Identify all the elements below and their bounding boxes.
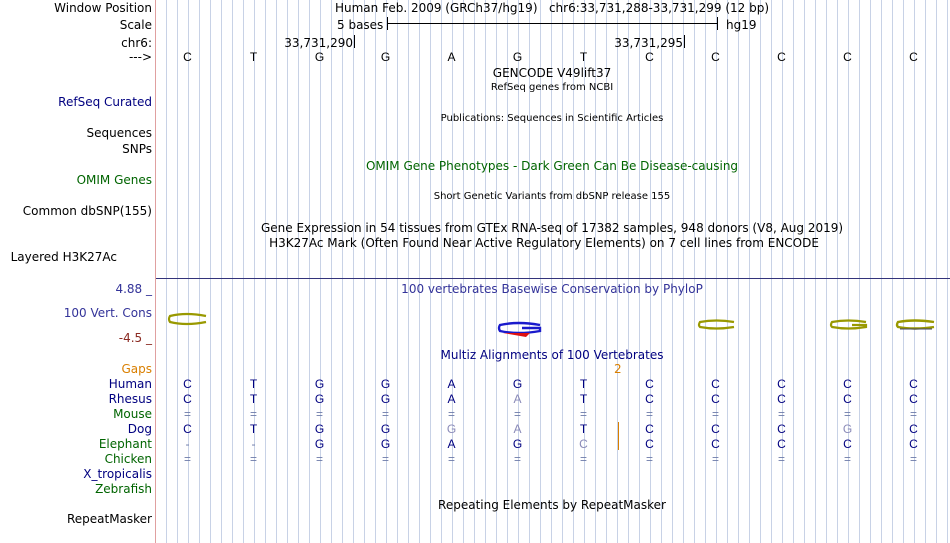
alignment-base: G <box>314 377 325 391</box>
sequence-base: C <box>777 50 786 64</box>
logo-g-6 <box>499 323 540 337</box>
alignment-base: C <box>183 422 192 436</box>
sequence-base: A <box>447 50 456 64</box>
alignment-base: G <box>842 422 853 436</box>
alignment-base: T <box>579 377 588 391</box>
gap-count: 2 <box>614 362 622 376</box>
alignment-base: A <box>447 392 456 406</box>
h3k27ac-track-title[interactable]: H3K27Ac Mark (Often Found Near Active Regulatory Elements) on 7 cell lines from ENCODE <box>269 236 819 250</box>
alignment-base: A <box>447 377 456 391</box>
alignment-base: G <box>512 437 523 451</box>
alignment-base: = <box>843 407 852 421</box>
alignment-base: C <box>711 392 720 406</box>
alignment-base: C <box>843 377 852 391</box>
cons-min-label: -4.5 _ <box>118 331 152 345</box>
alignment-base: C <box>645 377 654 391</box>
species-label[interactable]: Zebrafish <box>95 482 152 496</box>
alignment-base: T <box>579 422 588 436</box>
sequence-base: C <box>843 50 852 64</box>
alignment-base: C <box>909 377 918 391</box>
chrom-label: chr6: <box>121 36 152 50</box>
alignment-base: A <box>513 392 522 406</box>
alignment-base: = <box>183 407 192 421</box>
alignment-base: = <box>909 407 918 421</box>
gtex-track-title[interactable]: Gene Expression in 54 tissues from GTEx RNA-seq of 17382 samples, 948 donors (V8, Aug 2019) <box>260 221 844 235</box>
alignment-base: = <box>315 407 324 421</box>
alignment-base: G <box>314 392 325 406</box>
vert-cons-label[interactable]: 100 Vert. Cons <box>63 306 152 320</box>
sequence-base: G <box>380 50 391 64</box>
alignment-base: G <box>380 392 391 406</box>
species-label[interactable]: Mouse <box>113 407 152 421</box>
sequence-base: C <box>909 50 918 64</box>
alignment-base: = <box>711 407 720 421</box>
species-label[interactable]: Human <box>108 377 152 391</box>
alignment-base: C <box>711 437 720 451</box>
dbsnp-track-title[interactable]: Short Genetic Variants from dbSNP release 155 <box>433 191 671 202</box>
alignment-base: G <box>512 377 523 391</box>
alignment-base: = <box>645 452 654 466</box>
logo-c-12 <box>897 321 934 330</box>
alignment-base: = <box>777 452 786 466</box>
strand-label: ---> <box>128 50 152 64</box>
common-dbsnp-label[interactable]: Common dbSNP(155) <box>22 204 152 218</box>
logo-c-9 <box>699 321 734 329</box>
alignment-base: = <box>711 452 720 466</box>
alignment-base: = <box>645 407 654 421</box>
cons-max-label: 4.88 _ <box>115 282 152 296</box>
scale-text: 5 bases <box>337 18 384 32</box>
window-position-label: Window Position <box>54 1 152 15</box>
assembly-text: Human Feb. 2009 (GRCh37/hg19) <box>334 1 538 15</box>
coord-right: 33,731,295 <box>614 36 683 50</box>
alignment-base: C <box>645 392 654 406</box>
alignment-base: = <box>447 452 456 466</box>
sequence-base: G <box>314 50 325 64</box>
alignment-base: = <box>579 407 588 421</box>
alignment-base: C <box>909 392 918 406</box>
alignment-base: - <box>185 437 190 451</box>
alignment-base: C <box>579 437 588 451</box>
alignment-base: T <box>249 392 258 406</box>
refseq-curated-label[interactable]: RefSeq Curated <box>58 95 152 109</box>
alignment-base: A <box>447 437 456 451</box>
gaps-label: Gaps <box>121 362 152 376</box>
alignment-base: C <box>843 392 852 406</box>
alignment-base: C <box>909 422 918 436</box>
sequence-base: T <box>249 50 258 64</box>
alignment-base: - <box>251 437 256 451</box>
alignment-base: = <box>513 407 522 421</box>
alignment-base: = <box>513 452 522 466</box>
db-text: hg19 <box>726 18 757 32</box>
alignment-base: G <box>446 422 457 436</box>
alignment-base: C <box>183 377 192 391</box>
refseq-subtitle: RefSeq genes from NCBI <box>490 82 614 93</box>
sequence-base: G <box>512 50 523 64</box>
gencode-track-title[interactable]: GENCODE V49lift37 <box>492 66 612 80</box>
sequence-base: T <box>579 50 588 64</box>
conservation-track-title[interactable]: 100 vertebrates Basewise Conservation by PhyloP <box>401 282 703 296</box>
alignment-base: T <box>249 377 258 391</box>
alignment-base: C <box>645 437 654 451</box>
alignment-base: = <box>777 407 786 421</box>
repeatmasker-track-title[interactable]: Repeating Elements by RepeatMasker <box>438 498 666 512</box>
alignment-base: G <box>380 437 391 451</box>
alignment-base: C <box>711 377 720 391</box>
logo-c-1 <box>169 314 206 324</box>
species-label[interactable]: Chicken <box>104 452 152 466</box>
alignment-base: T <box>579 392 588 406</box>
scale-label: Scale <box>119 18 152 32</box>
repeatmasker-label[interactable]: RepeatMasker <box>66 512 152 526</box>
alignment-base: = <box>249 407 258 421</box>
snps-label[interactable]: SNPs <box>122 142 152 156</box>
species-label[interactable]: Elephant <box>98 437 152 451</box>
alignment-base: C <box>183 392 192 406</box>
alignment-base: C <box>711 422 720 436</box>
alignment-base: T <box>249 422 258 436</box>
alignment-base: = <box>315 452 324 466</box>
species-label[interactable]: X_tropicalis <box>83 467 152 481</box>
alignment-base: C <box>777 422 786 436</box>
alignment-base: = <box>183 452 192 466</box>
sequence-base: C <box>183 50 192 64</box>
species-label[interactable]: Dog <box>127 422 152 436</box>
alignment-base: = <box>909 452 918 466</box>
sequence-base: C <box>711 50 720 64</box>
layered-h3k27ac-label[interactable]: Layered H3K27Ac <box>10 250 117 264</box>
alignment-base: = <box>579 452 588 466</box>
alignment-base: = <box>381 407 390 421</box>
alignment-base: C <box>909 437 918 451</box>
gap-marker <box>618 422 619 450</box>
alignment-base: C <box>777 392 786 406</box>
alignment-base: A <box>513 422 522 436</box>
multiz-track-title[interactable]: Multiz Alignments of 100 Vertebrates <box>440 348 664 362</box>
logo-g-11 <box>831 321 866 329</box>
sequences-label[interactable]: Sequences <box>86 126 152 140</box>
coord-left: 33,731,290 <box>284 36 353 50</box>
omim-track-title[interactable]: OMIM Gene Phenotypes - Dark Green Can Be Disease-causing <box>365 159 739 173</box>
alignment-base: G <box>380 422 391 436</box>
alignment-base: C <box>645 422 654 436</box>
alignment-base: = <box>249 452 258 466</box>
alignment-base: G <box>380 377 391 391</box>
species-label[interactable]: Rhesus <box>108 392 152 406</box>
omim-genes-label[interactable]: OMIM Genes <box>76 173 152 187</box>
alignment-base: = <box>381 452 390 466</box>
alignment-base: G <box>314 437 325 451</box>
alignment-base: = <box>447 407 456 421</box>
alignment-base: C <box>777 437 786 451</box>
alignment-base: C <box>777 377 786 391</box>
position-text: chr6:33,731,288-33,731,299 (12 bp) <box>548 1 770 15</box>
sequence-base: C <box>645 50 654 64</box>
alignment-base: G <box>314 422 325 436</box>
publications-track-title[interactable]: Publications: Sequences in Scientific Articles <box>440 113 664 124</box>
alignment-base: = <box>843 452 852 466</box>
alignment-base: C <box>843 437 852 451</box>
